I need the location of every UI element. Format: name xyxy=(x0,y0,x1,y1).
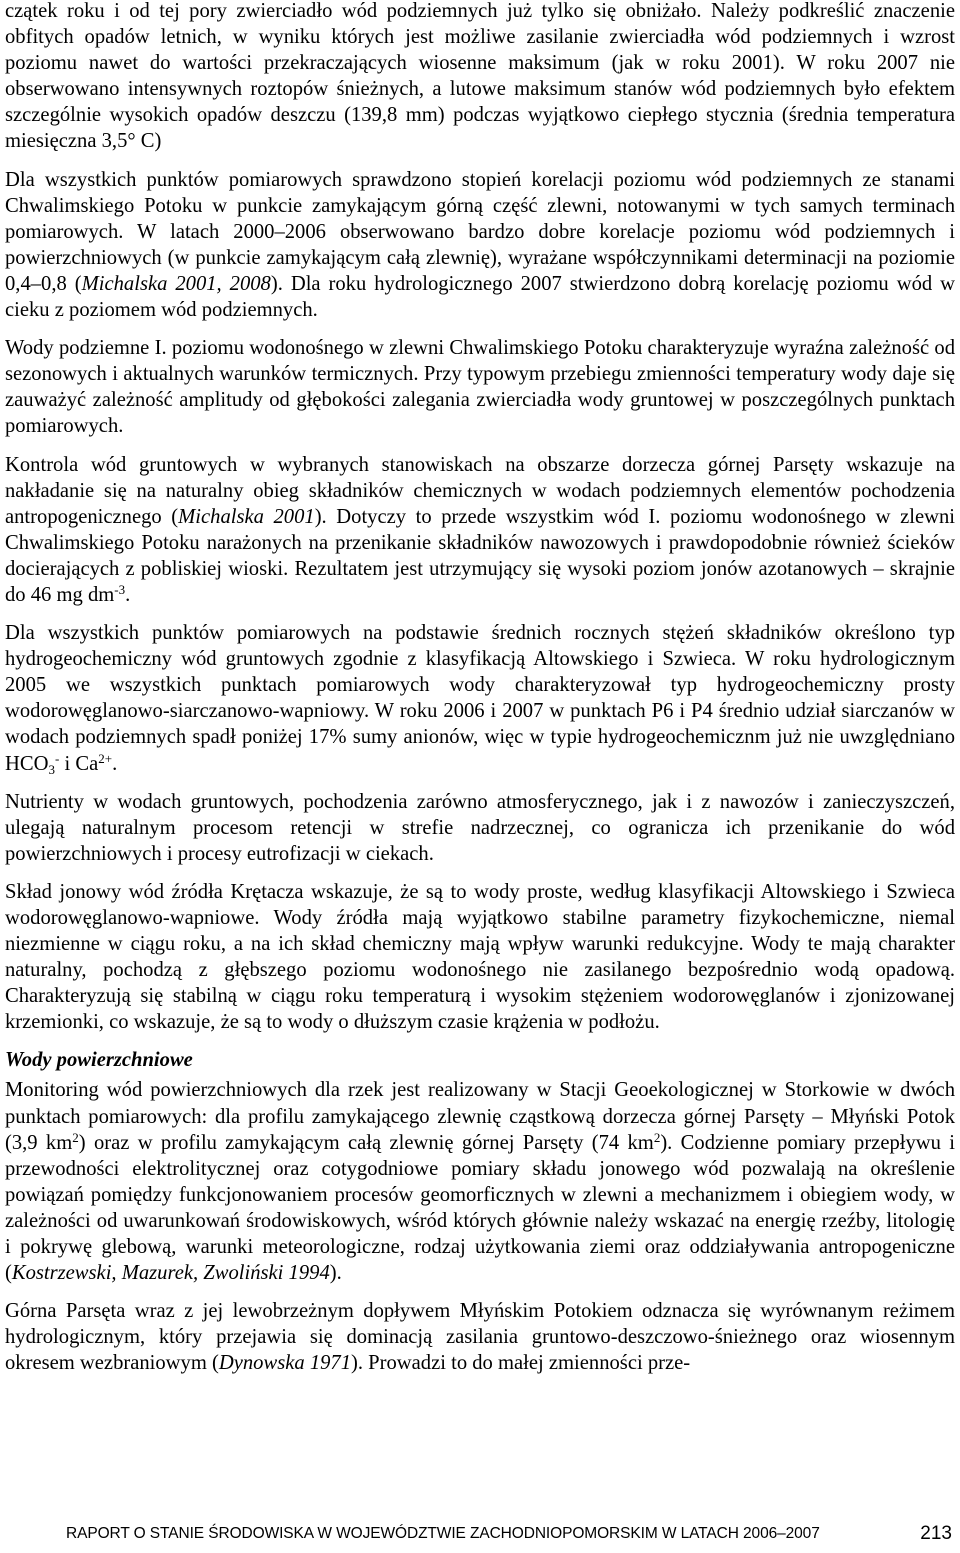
paragraph-text: ). xyxy=(329,1262,342,1285)
page-footer xyxy=(66,1519,952,1549)
paragraph-text: Nutrienty w wodach gruntowych, pochodzenia zarówno atmosferycznego, jak i z nawozów i zanieczyszczeń, ulegają naturalnym procesom retencji w strefie nadrzecznej, co ogranicza ich przenikanie do wód powierzchniowych i procesy eutrofizacji w ciekach. xyxy=(5,790,955,865)
paragraph-text: Skład jonowy wód źródła Krętacza wskazuje, że są to wody proste, według klasyfikacji Altowskiego i Szwieca wodorowęglanowo-wapniowe. Wody źródła mają wyjątkowo stabilne parametry fizykochemiczne, niemal niezmienne w ciągu roku, a na ich skład chemiczny mają wpływ warunki redukcyjne. Wody te mają charakter naturalny, pochodzą z głębszego poziomu wodonośnego nie zasilanego bezpośrednio wodą opadową. Charakteryzują się stabilną w ciągu roku temperaturą i wysokim stężeniem wodorowęglanów i zjonizowanej krzemionki, co wskazuje, że są to wody o dłuższym czasie krążenia w podłożu. xyxy=(5,880,955,1034)
paragraph-regime xyxy=(5,1298,955,1376)
paragraph-text: ). Dotyczy to przede wszystkim wód I. poziomu wodonośnego w zlewni Chwalimskiego Potoku narażonych na przenikanie składników nawozowych i prawdopodobnie również ścieków docierających z pobliskiej wioski. Rezultatem jest utrzymujący się wysoki poziom jonów azotanowych – skrajnie do 46 mg dm xyxy=(5,505,956,606)
paragraph-text: Wody podziemne I. poziomu wodonośnego w zlewni Chwalimskiego Potoku charakteryzuje wyraźna zależność od sezonowych i aktualnych warunków termicznych. Przy typowym przebiegu zmienności temperatury wody daje się zauważyć zależność amplitudy od głębokości zalegania zwierciadła wody gruntowej w poszczególnych punktach pomiarowych. xyxy=(5,337,955,438)
subscript: 3 xyxy=(48,761,55,777)
paragraph-spring-chemistry xyxy=(5,879,955,1036)
section-heading: Wody powierzchniowe xyxy=(5,1049,193,1072)
page-number: 213 xyxy=(920,1523,952,1544)
paragraph-temperature xyxy=(5,335,955,439)
paragraph-anthropogenic xyxy=(5,452,955,609)
superscript: -3 xyxy=(114,581,126,597)
paragraph-text: Kontrola wód gruntowych w wybranych stanowiskach na obszarze dorzecza górnej Parsęty wskazuje na nakładanie się na naturalny obieg składników chemicznych w wodach podziemnych elementów pochodzenia antropogenicznego ( xyxy=(5,453,955,528)
paragraph-groundwater-levels xyxy=(5,0,955,155)
report-title: RAPORT O STANIE ŚRODOWISKA W WOJEWÓDZTWIE ZACHODNIOPOMORSKIM W LATACH 2006–2007 xyxy=(66,1525,820,1542)
paragraph-text: Monitoring wód powierzchniowych dla rzek jest realizowany w Stacji Geoekologicznej w Storkowie w dwóch punktach pomiarowych: dla profilu zamykającego zlewnię cząstkową dorzecza górnej Parsęty – Młyński Potok (3,9 km xyxy=(5,1079,955,1154)
paragraph-text: czątek roku i od tej pory zwierciadło wód podziemnych już tylko się obniżało. Należy podkreślić znaczenie obfitych opadów letnich, w wyniku których jest możliwe zasilanie zwierciadła wód podziemnych i wzrost poziomu nawet do wartości przekraczających wiosenne maksimum (jak w roku 2001). W roku 2007 nie obserwowano intensywnych roztopów śnieżnych, a lutowe maksimum stanów wód podziemnych było efektem szczególnie wysokich opadów deszczu (139,8 mm) podczas wyjątkowo ciepłego stycznia (średnia temperatura miesięczna 3,5° C) xyxy=(5,0,955,153)
citation: Michalska 2001 xyxy=(178,505,315,528)
paragraph-text: . xyxy=(125,583,131,606)
paragraph-text: Dla wszystkich punktów pomiarowych sprawdzono stopień korelacji poziomu wód podziemnych ze stanami Chwalimskiego Potoku w punkcie zamykającym górną część zlewni, notowanymi w tych samych terminach pomiarowych. W latach 2000–2006 obserwowano bardzo dobre korelacje poziomu wód podziemnych i powierzchniowych (w punkcie zamykającym całą zlewnię), wyrażane współczynnikami determinacji na poziomie 0,4–0,8 ( xyxy=(5,168,955,295)
superscript: 2 xyxy=(72,1129,79,1145)
paragraph-text: . xyxy=(112,752,118,775)
paragraph-text: Górna Parsęta wraz z jej lewobrzeżnym dopływem Młyńskim Potokiem odznacza się wyrównanym reżimem hydrologicznym, który przejawia się dominacją zasilania gruntowo-deszczowo-śnieżnego oraz wiosennym okresem wezbraniowym ( xyxy=(5,1300,955,1375)
superscript: - xyxy=(54,750,60,766)
paragraph-text: ). Dla roku hydrologicznego 2007 stwierdzono dobrą korelację poziomu wód w cieku z poziomem wód podziemnych. xyxy=(5,272,955,322)
paragraph-text: ). Prowadzi to do małej zmienności prze- xyxy=(351,1352,691,1375)
citation: Kostrzewski, Mazurek, Zwoliński 1994 xyxy=(11,1262,330,1285)
paragraph-text: Dla wszystkich punktów pomiarowych na podstawie średnich rocznych stężeń składników określono typ hydrogeochemiczny wód gruntowych zgodnie z klasyfikacją Altowskiego i Szwieca. W roku hydrologicznym 2005 we wszystkich punktach pomiarowych wody charakteryzował typ hydrogeochemiczny prosty wodorowęglanowo-siarczanowo-wapniowy. W roku 2006 i 2007 w punktach P6 i P4 średnio udział siarczanów w wodach podziemnych spadł poniżej 17% sumy anionów, więc w typie hydrogeochemicznm już nie uwzględniano HCO xyxy=(5,622,955,775)
paragraph-text: ). Codzienne pomiary przepływu i przewodności elektrolitycznej oraz cotygodniowe pomiary składu jonowego wód pozwalają na określenie powiązań pomiędzy funkcjonowaniem procesów geomorficznych w zlewni a mechanizmem i obiegiem wody, w zależności od uwarunkowań środowiskowych, wśród których głównie należy wskazać na energię rzeźby, litologię i pokrywę glebową, warunki meteorologiczne, rodzaj użytkowania ziemi oraz oddziaływania antropogeniczne ( xyxy=(5,1131,955,1285)
superscript: 2+ xyxy=(98,750,113,766)
paragraph-hydrochemical-type xyxy=(5,620,955,777)
citation: Michalska 2001, 2008 xyxy=(81,272,271,295)
document-page xyxy=(5,0,955,1389)
superscript: 2 xyxy=(653,1129,661,1145)
paragraph-nutrients xyxy=(5,789,955,867)
citation: Dynowska 1971 xyxy=(218,1352,352,1375)
paragraph-correlation xyxy=(5,167,955,324)
paragraph-text: i Ca xyxy=(59,752,99,775)
paragraph-monitoring xyxy=(5,1077,955,1286)
paragraph-text: ) oraz w profilu zamykającym całą zlewnię górnej Parsęty (74 km xyxy=(78,1131,654,1154)
